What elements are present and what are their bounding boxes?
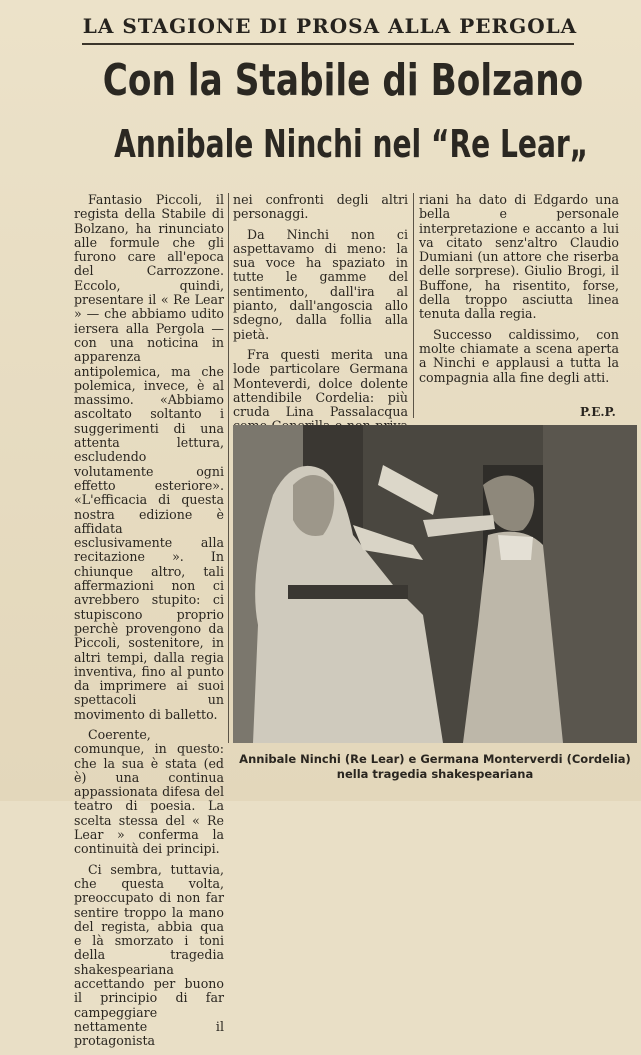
caption-line: nella tragedia shakespeariana — [336, 767, 534, 781]
kicker-underline — [82, 43, 574, 45]
section-kicker: LA STAGIONE DI PROSA ALLA PERGOLA — [82, 14, 578, 38]
photo-illustration — [233, 425, 637, 743]
article-column-3 — [419, 193, 619, 391]
stage-photo — [233, 425, 637, 743]
article-column-1 — [74, 193, 224, 1055]
paragraph: Ci sembra, tuttavia, che questa volta, preoccupato di non far sentire troppo la mano del regista, abbia qua e là smorzato i toni della tragedia shakespeariana accettando per buono il principio di far campeggiare nettamente il protagonista — [74, 861, 224, 1049]
headline: Con la Stabile di Bolzano — [102, 55, 584, 106]
subheadline: Annibale Ninchi nel “Re Lear„ — [114, 122, 589, 166]
photo-caption — [233, 752, 637, 782]
paragraph: Successo caldissimo, con molte chiamate a scena aperta a Ninchi e applausi a tutta la compagnia alla fine degli atti. — [419, 326, 619, 385]
paragraph: riani ha dato di Edgardo una bella e personale interpretazione e accanto a lui va citato senz'altro Claudio Dumiani (un attore che riserba delle sorprese). Giulio Brogi, il Buffone, ha risentito, forse, della troppo asciutta linea tenuta dalla regia. — [419, 192, 619, 322]
author-signature: P.E.P. — [580, 405, 616, 419]
caption-line: Annibale Ninchi (Re Lear) e Germana Monterverdi (Cordelia) — [239, 752, 631, 766]
paragraph: nei confronti degli altri personaggi. — [233, 192, 408, 222]
paragraph: Coerente, comunque, in questo: che la sua è stata (ed è) una continua appassionata difesa del teatro di poesia. La scelta stessa del « Re Lear » conferma la continuità dei principi. — [74, 726, 224, 857]
column-divider — [228, 193, 229, 743]
paragraph: Fantasio Piccoli, il regista della Stabile di Bolzano, ha rinunciato alle formule che gli furono care all'epoca del Carrozzone. Eccolo, quindi, presentare il « Re Lear » — che abbiamo udito iersera alla Pergola — con una noticina in apparenza antipolemica, ma che polemica, invece, è al massimo. «Abbiamo ascoltato soltanto i suggerimenti di una attenta lettura, escludendo volutamente ogni effetto esteriore». «L'efficacia di questa nostra edizione è affidata esclusivamente alla recitazione ». In chiunque altro, tali affermazioni non ci avrebbero stupito: ci stupiscono proprio perchè provengono da Piccoli, sostenitore, in altri tempi, dalla regia inventiva, fino al punto da imprimere ai suoi spettacoli un movimento di balletto. — [74, 192, 224, 722]
column-divider — [413, 193, 414, 418]
paragraph: Fra questi merita una lode particolare Germana Monteverdi, dolce dolente attendibile Cordelia: più cruda Lina Passalacqua — [233, 346, 408, 420]
paragraph: Da Ninchi non ci aspettavamo di meno: la sua voce ha spaziato in tutte le gamme del sentimento, dall'ira al pianto, dall'angoscia allo sdegno, dalla follia alla pietà. — [233, 226, 408, 342]
